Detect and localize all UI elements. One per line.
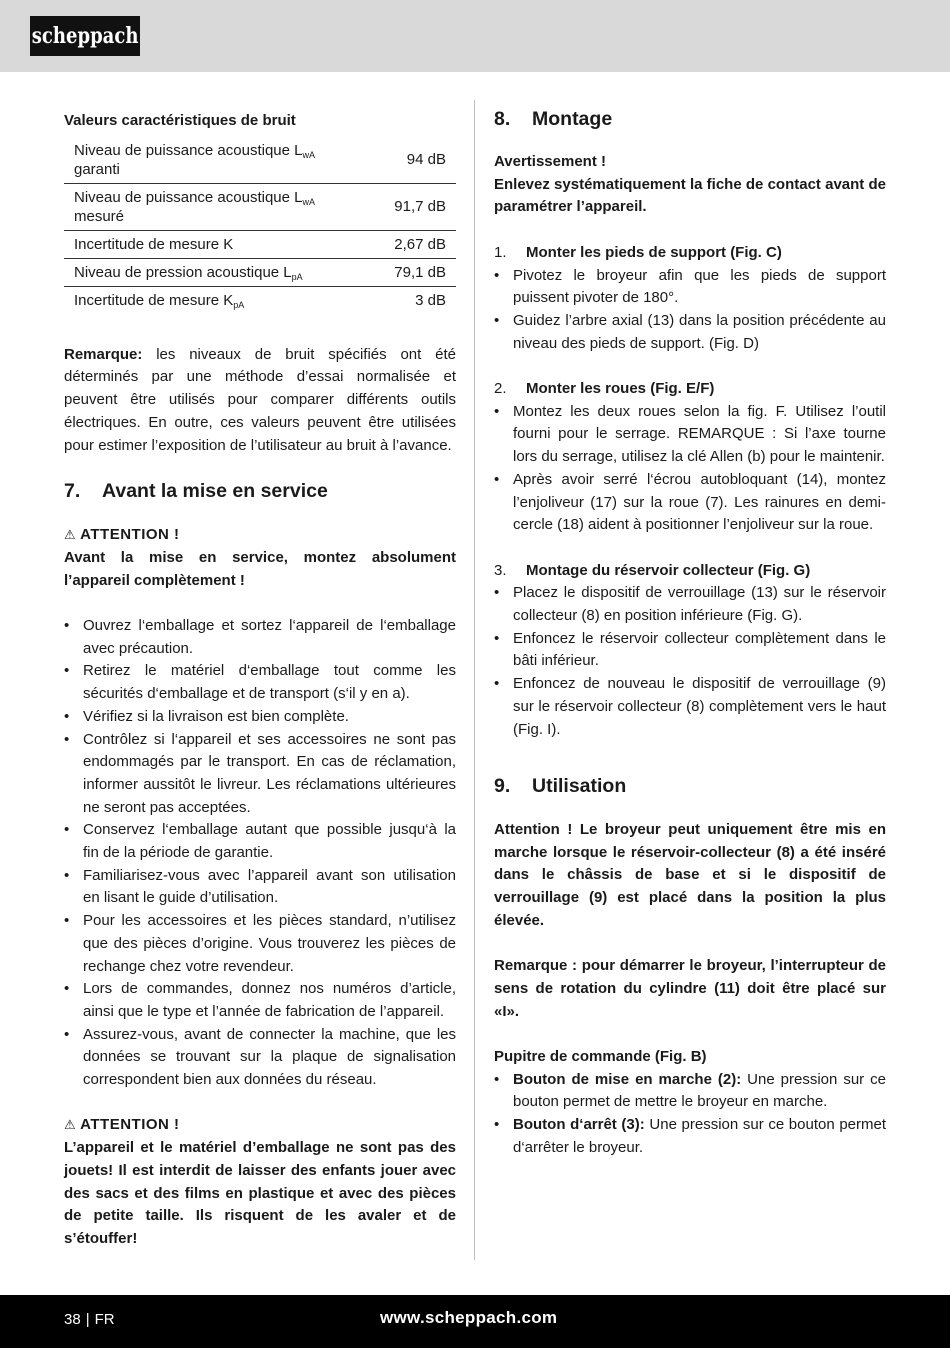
noise-table (64, 137, 456, 314)
list-item: • Bouton de mise en marche (2): Une pression sur ce bouton permet de mettre le broyeur en marche. (494, 1069, 886, 1114)
step-list (494, 401, 886, 537)
step-list (494, 265, 886, 356)
list-item: • Ouvrez l‘emballage et sortez l‘appareil de l‘emballage avec précaution. (64, 615, 456, 660)
list-item: • Guidez l’arbre axial (13) dans la position précédente au niveau des pieds de support. (Fig. D) (494, 310, 886, 355)
noise-value: 79,1 dB (369, 258, 456, 286)
step-heading: 3. Montage du réservoir collecteur (Fig. G) (494, 561, 811, 579)
list-item: • Bouton d‘arrêt (3): Une pression sur ce bouton permet d‘arrêter le broyeur. (494, 1114, 886, 1159)
step-heading: 2. Monter les roues (Fig. E/F) (494, 380, 715, 397)
list-item: • Assurez-vous, avant de connecter la machine, que les données se trouvant sur la plaque de signalisation correspondent bien aux données du réseau. (64, 1024, 456, 1092)
right-column (494, 110, 886, 1159)
list-item: • Enfoncez le réservoir collecteur complètement dans le bâti inférieur. (494, 628, 886, 673)
noise-label: Incertitude de mesure K (64, 230, 369, 258)
list-item: • Pour les accessoires et les pièces standard, n’utilisez que des pièces d’origine. Vous trouverez les pièces de rechange chez votre revendeur. (64, 910, 456, 978)
section-7-heading: 7. Avant la mise en service (64, 480, 328, 503)
list-item: • Retirez le matériel d‘emballage tout comme les sécurités d‘emballage et de transport (s‘il y en a). (64, 660, 456, 705)
step-list (494, 582, 886, 741)
brand-logo: scheppach (30, 16, 140, 56)
warning-text: Enlevez systématiquement la fiche de contact avant de paramétrer l’appareil. (494, 175, 886, 216)
list-item: • Familiarisez-vous avec l’appareil avant son utilisation en lisant le guide d’utilisation. (64, 865, 456, 910)
noise-label: Niveau de pression acoustique $L_{pA}$ (64, 258, 369, 286)
noise-value: 3 dB (415, 291, 446, 309)
unpacking-list (64, 615, 456, 1092)
noise-remark: Remarque: les niveaux de bruit spécifiés ont été déterminés par une méthode d’essai normalisée et peuvent être utilisés pour comparer différents outils électriques. En outre, ces valeurs peuvent être utilisées pour estimer l’exposition de l’utilisateur au bruit à l’avance. (64, 345, 456, 454)
noise-row (64, 286, 456, 314)
attention-1-title: ⚠ ATTENTION ! (64, 526, 180, 544)
page-header (0, 0, 950, 72)
list-item: • Vérifiez si la livraison est bien complète. (64, 706, 456, 729)
list-item: • Placez le dispositif de verrouillage (13) sur le réservoir collecteur (8) en position inférieure (Fig. G). (494, 582, 886, 627)
noise-label: Incertitude de mesure $K_{pA}$ (74, 291, 245, 310)
list-item: • Après avoir serré l‘écrou autobloquant (14), montez l’enjoliveur (17) sur la roue (7). Les rainures en demi-cercle (18) aident à positionner l’enjoliveur sur la roue. (494, 469, 886, 537)
section-8-heading: 8. Montage (494, 108, 613, 130)
list-item: • Enfoncez de nouveau le dispositif de verrouillage (9) sur le réservoir collecteur (8) complètement vers le haut (Fig. I). (494, 673, 886, 741)
list-item: • Lors de commandes, donnez nos numéros d’article, ainsi que le type et l’année de fabrication de l’appareil. (64, 978, 456, 1023)
list-item: • Contrôlez si l‘appareil et ses accessoires ne sont pas endommagés par le transport. En cas de réclamation, informer aussitôt le livreur. Les réclamations ultérieures ne seront pas acceptées. (64, 729, 456, 820)
list-item: • Conservez l‘emballage autant que possible jusqu‘à la fin de la période de garantie. (64, 819, 456, 864)
attention-1-text: Avant la mise en service, montez absolument l’appareil complètement ! (64, 548, 456, 589)
noise-label: Niveau de puissance acoustique $L_{wA}$ mesuré (64, 183, 369, 230)
step-heading: 1. Monter les pieds de support (Fig. C) (494, 243, 782, 261)
noise-row (64, 258, 456, 286)
page-number: 38 | FR (64, 1311, 115, 1328)
warning-title: Avertissement ! (494, 153, 606, 170)
noise-table-title: Valeurs caractéristiques de bruit (64, 112, 296, 129)
noise-value: 94 dB (369, 137, 456, 184)
page-footer (0, 1295, 950, 1348)
noise-value: 91,7 dB (369, 183, 456, 230)
noise-label: Niveau de puissance acoustique $L_{wA}$ garanti (64, 137, 369, 184)
panel-list (494, 1069, 886, 1160)
column-divider (474, 100, 475, 1260)
warning-triangle-icon: ⚠ (64, 1117, 77, 1133)
panel-title: Pupitre de commande (Fig. B) (494, 1047, 707, 1065)
left-column (64, 110, 456, 1251)
noise-row (64, 183, 456, 230)
list-item: • Montez les deux roues selon la fig. F. Utilisez l’outil fourni pour le serrage. REMARQUE : Si l’axe tourne lors du serrage, utilisez la clé Allen (b) pour le maintenir. (494, 401, 886, 469)
attention-2-title: ⚠ ATTENTION ! (64, 1116, 180, 1134)
noise-value: 2,67 dB (369, 230, 456, 258)
warning-triangle-icon: ⚠ (64, 527, 77, 543)
list-item: • Pivotez le broyeur afin que les pieds de support puissent pivoter de 180°. (494, 265, 886, 310)
usage-remark: Remarque : pour démarrer le broyeur, l’interrupteur de sens de rotation du cylindre (11) doit être placé sur «I». (494, 957, 886, 1020)
footer-url: www.scheppach.com (380, 1308, 558, 1327)
usage-attention: Attention ! Le broyeur peut uniquement être mis en marche lorsque le réservoir-collecteur (8) a été inséré dans le châssis de base et si le dispositif de verrouillage (9) est placé dans la position la plus élevée. (494, 820, 886, 929)
assembly-steps (494, 242, 886, 764)
attention-2-text: L’appareil et le matériel d’emballage ne sont pas des jouets! Il est interdit de laisser des enfants jouer avec des sacs et des films en plastique et avec des pièces de petite taille. Ils risquent de les avaler et de s’étouffer! (64, 1139, 456, 1247)
noise-row (64, 230, 456, 258)
section-9-heading: 9. Utilisation (494, 774, 627, 797)
noise-row (64, 137, 456, 184)
